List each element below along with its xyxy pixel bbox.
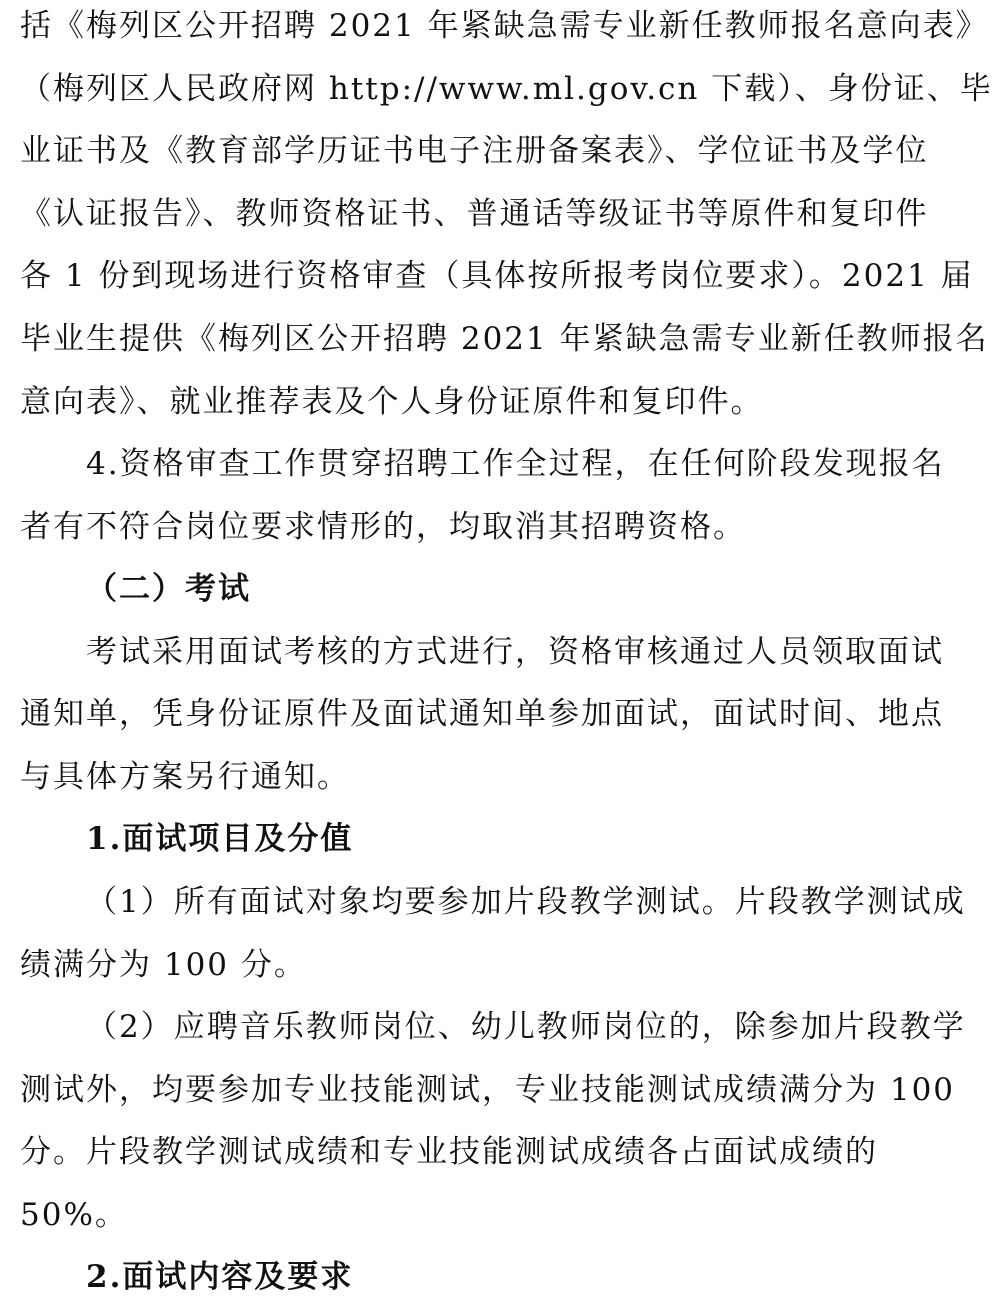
paragraph-line: 《认证报告》、教师资格证书、普通话等级证书等原件和复印件 [20,196,929,232]
paragraph-line: 考试采用面试考核的方式进行，资格审核通过人员领取面试 [86,634,944,670]
paragraph-line: 测试外，均要参加专业技能测试，专业技能测试成绩满分为 100 [20,1072,956,1108]
paragraph-line: 业证书及《教育部学历证书电子注册备案表》、学位证书及学位 [20,133,929,169]
section-heading: （二）考试 [86,571,251,607]
paragraph-line: 通知单，凭身份证原件及面试通知单参加面试，面试时间、地点 [20,696,944,732]
paragraph-line: 括《梅列区公开招聘 2021 年紧缺急需专业新任教师报名意向表》 [20,8,989,44]
paragraph-line: 分。片段教学测试成绩和专业技能测试成绩各占面试成绩的 [20,1134,878,1170]
paragraph-line: 绩满分为 100 分。 [20,947,307,983]
paragraph-line: 4.资格审查工作贯穿招聘工作全过程，在任何阶段发现报名 [86,446,945,482]
paragraph-line: 各 1 份到现场进行资格审查（具体按所报考岗位要求）。2021 届 [20,258,974,294]
paragraph-line: 与具体方案另行通知。 [20,759,350,795]
paragraph-line: 毕业生提供《梅列区公开招聘 2021 年紧缺急需专业新任教师报名 [20,321,989,357]
paragraph-line: 者有不符合岗位要求情形的，均取消其招聘资格。 [20,509,746,545]
paragraph-line: 意向表》、就业推荐表及个人身份证原件和复印件。 [20,384,764,420]
paragraph-line: （梅列区人民政府网 http://www.ml.gov.cn 下载）、身份证、毕 [20,71,993,107]
paragraph-line: （1）所有面试对象均要参加片段教学测试。片段教学测试成 [86,884,966,920]
paragraph-line: （2）应聘音乐教师岗位、幼儿教师岗位的，除参加片段教学 [86,1009,966,1045]
paragraph-line: 50%。 [20,1197,128,1233]
subsection-heading: 1.面试项目及分值 [86,821,354,857]
subsection-heading: 2.面试内容及要求 [86,1259,354,1295]
